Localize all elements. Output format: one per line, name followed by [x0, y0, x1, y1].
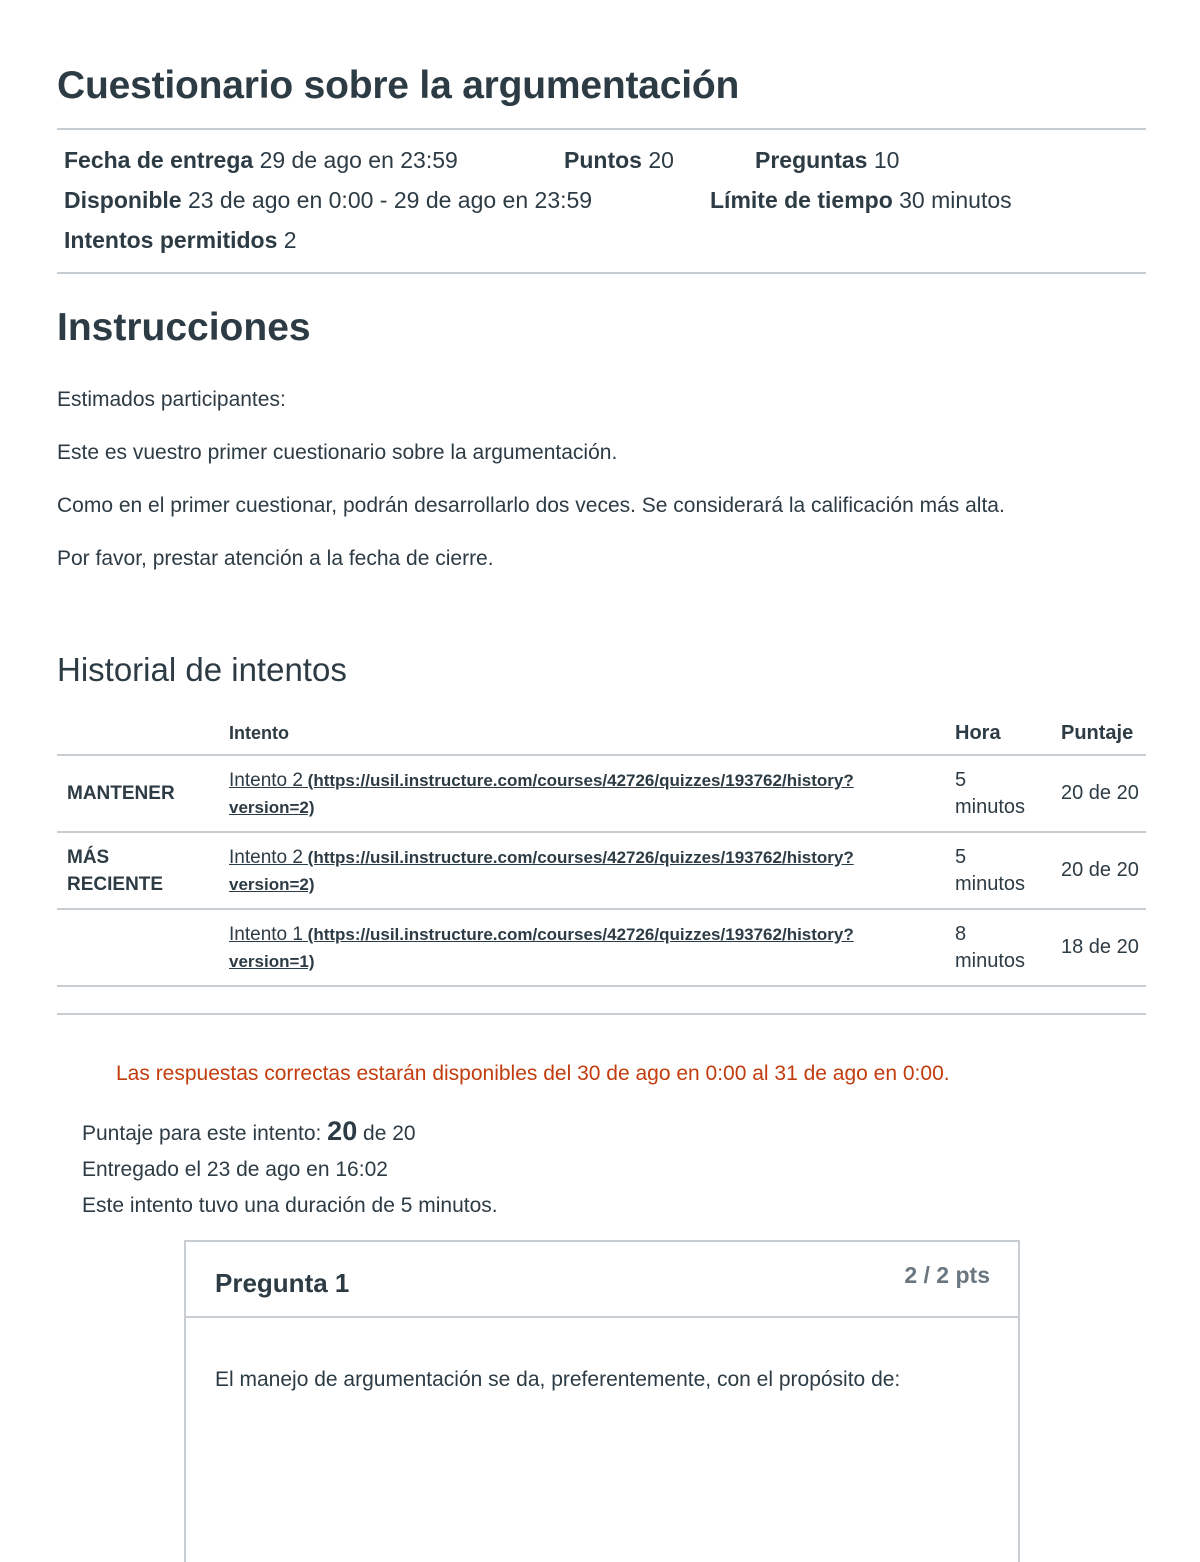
- column-header-time: Hora: [955, 712, 1061, 755]
- attempt-link-label: Intento 2: [229, 846, 303, 868]
- attempt-tag: [57, 755, 229, 832]
- correct-answers-notice: Las respuestas correctas estarán disponibles del 30 de ago en 0:00 al 31 de ago en 0:00.: [116, 1062, 950, 1085]
- attempt-time: [955, 755, 1061, 832]
- column-header-score: Puntaje: [1061, 712, 1146, 755]
- attempt-link-label: Intento 2: [229, 769, 303, 791]
- attempt-cell: [229, 832, 955, 909]
- column-header-attempt: Intento: [229, 712, 955, 755]
- attempt-link-url: version=2): [229, 797, 315, 817]
- table-header-row: [57, 712, 1146, 755]
- attempt-time: [955, 832, 1061, 909]
- column-header: [57, 712, 229, 755]
- divider: [57, 128, 1146, 130]
- attempt-score-line: [82, 1116, 416, 1147]
- attempt-score-suffix: de 20: [357, 1122, 416, 1145]
- due-date-value: 29 de ago en 23:59: [259, 147, 458, 173]
- attempt-cell: [229, 755, 955, 832]
- attempt-time-unit: minutos: [955, 949, 1026, 972]
- attempts-allowed-value: 2: [283, 227, 297, 253]
- attempt-link[interactable]: [229, 847, 854, 894]
- attempt-tag: [57, 832, 229, 909]
- attempt-score-value: 20: [327, 1116, 358, 1146]
- history-heading: Historial de intentos: [57, 651, 347, 688]
- attempts-allowed: [64, 227, 297, 254]
- submitted-date: Entregado el 23 de ago en 16:02: [82, 1158, 388, 1181]
- table-row: [57, 755, 1146, 832]
- attempt-duration: Este intento tuvo una duración de 5 minutos.: [82, 1194, 498, 1217]
- attempt-tag: [57, 909, 229, 986]
- points-value: 20: [648, 147, 674, 173]
- attempt-link-url: (https://usil.instructure.com/courses/42726/quizzes/193762/history?: [302, 847, 854, 867]
- attempt-history-table: [57, 712, 1146, 987]
- time-limit-value: 30 minutos: [899, 187, 1012, 213]
- time-limit: [710, 187, 1012, 214]
- attempts-allowed-label: Intentos permitidos: [64, 227, 278, 253]
- available-label: Disponible: [64, 187, 182, 213]
- question-points: 2 / 2 pts: [904, 1262, 990, 1288]
- instructions-paragraph: Este es vuestro primer cuestionario sobre la argumentación.: [57, 441, 618, 464]
- attempt-link-url: version=1): [229, 951, 315, 971]
- table-row: [57, 832, 1146, 909]
- table-row: [57, 909, 1146, 986]
- questions-value: 10: [873, 147, 900, 173]
- attempt-tag-line: MÁS: [67, 846, 110, 868]
- attempt-time: [955, 909, 1061, 986]
- question-card: [184, 1240, 1020, 1562]
- attempt-link[interactable]: [229, 924, 854, 971]
- points-label: Puntos: [564, 147, 642, 173]
- points: [564, 147, 674, 174]
- questions-label: Preguntas: [755, 147, 868, 173]
- due-date: [64, 147, 458, 174]
- attempt-cell: [229, 909, 955, 986]
- attempt-score: 20 de 20: [1061, 832, 1146, 909]
- attempt-link-url: (https://usil.instructure.com/courses/42726/quizzes/193762/history?: [302, 770, 854, 790]
- time-limit-label: Límite de tiempo: [710, 187, 893, 213]
- attempt-tag-line: MANTENER: [67, 783, 175, 804]
- instructions-paragraph: Como en el primer cuestionar, podrán desarrollarlo dos veces. Se considerará la calificación más alta.: [57, 494, 1005, 517]
- attempt-time-value: 5: [955, 768, 967, 791]
- attempt-time-unit: minutos: [955, 795, 1026, 818]
- instructions-heading: Instrucciones: [57, 306, 311, 349]
- page-title: Cuestionario sobre la argumentación: [57, 64, 740, 107]
- attempt-link-url: version=2): [229, 874, 315, 894]
- due-date-label: Fecha de entrega: [64, 147, 254, 173]
- attempt-link-url: (https://usil.instructure.com/courses/42726/quizzes/193762/history?: [302, 924, 854, 944]
- attempt-link-label: Intento 1: [229, 923, 303, 945]
- question-header: [186, 1242, 1018, 1318]
- attempt-score: 18 de 20: [1061, 909, 1146, 986]
- question-text: El manejo de argumentación se da, preferentemente, con el propósito de:: [215, 1368, 901, 1391]
- divider: [57, 272, 1146, 274]
- available-value: 23 de ago en 0:00 - 29 de ago en 23:59: [187, 187, 593, 213]
- attempt-tag-line: RECIENTE: [67, 873, 164, 895]
- attempt-time-unit: minutos: [955, 872, 1026, 895]
- attempt-score: 20 de 20: [1061, 755, 1146, 832]
- attempt-time-value: 5: [955, 845, 967, 868]
- available: [64, 187, 592, 214]
- instructions-paragraph: Por favor, prestar atención a la fecha de cierre.: [57, 547, 494, 570]
- divider: [57, 1013, 1146, 1015]
- question-title: Pregunta 1: [215, 1268, 350, 1298]
- attempt-time-value: 8: [955, 922, 967, 945]
- attempt-link[interactable]: [229, 770, 854, 817]
- attempt-score-prefix: Puntaje para este intento:: [82, 1122, 328, 1145]
- questions: [755, 147, 899, 174]
- instructions-paragraph: Estimados participantes:: [57, 388, 286, 411]
